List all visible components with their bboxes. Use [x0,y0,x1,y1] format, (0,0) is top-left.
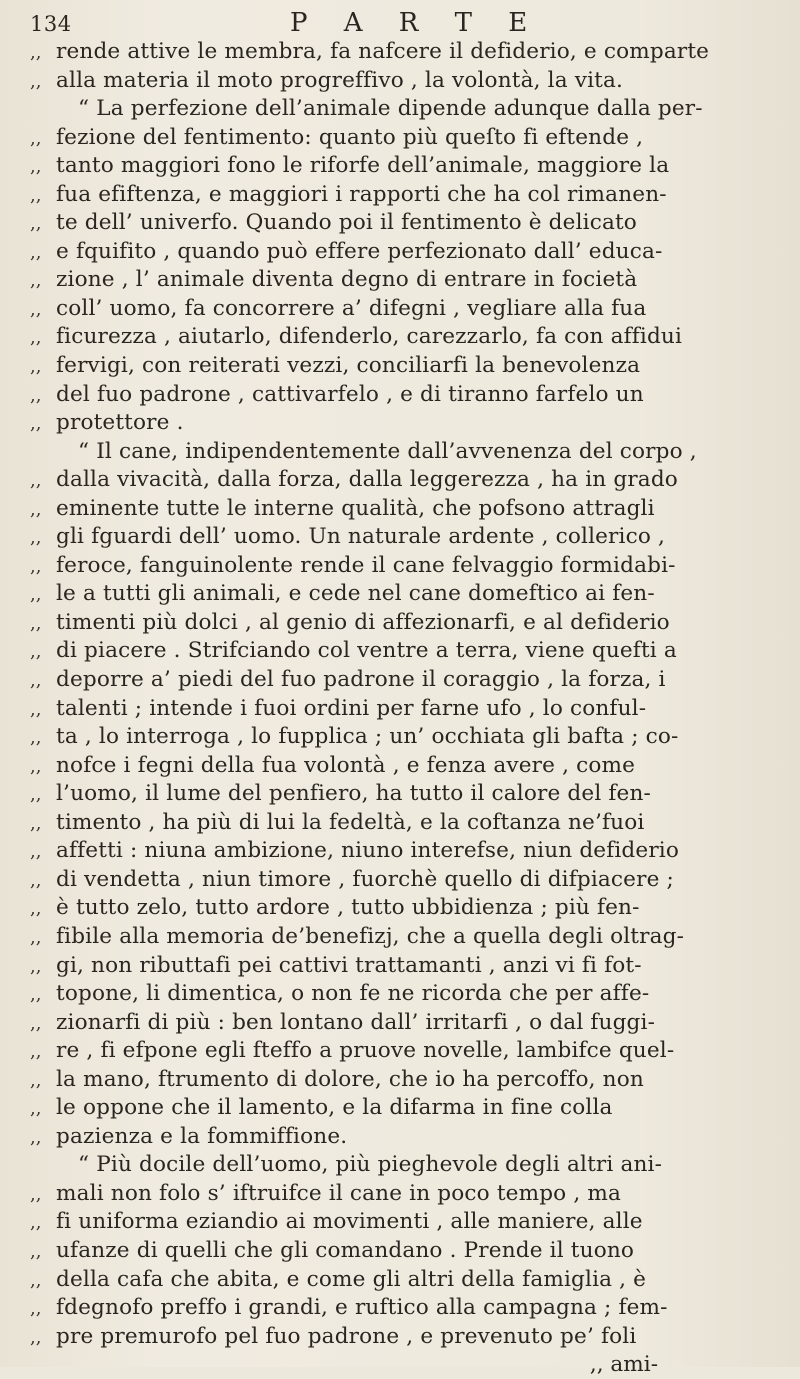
line-text: topone, li dimentica, o non fe ne ricorda che per affe- [56,981,650,1007]
line-text: eminente tutte le interne qualità, che pofsono attragli [56,495,655,521]
line-text: della cafa che abita, e come gli altri della famiglia , è [56,1266,647,1292]
line-text: ta , lo interroga , lo fupplica ; un’ occhiata gli bafta ; co- [56,724,679,750]
line-text: fervigi, con reiterati vezzi, conciliarfi la benevolenza [56,353,641,379]
line-text: tanto maggiori fono le riforfe dell’animale, maggiore la [56,153,670,179]
page-number: 134 [30,12,72,36]
quotation-marker: ,, [30,298,42,320]
line-text: è tutto zelo, tutto ardore , tutto ubbidienza ; più fen- [56,895,640,921]
text-line [30,295,778,324]
quotation-marker: ,, [30,498,42,520]
text-line [30,637,778,666]
quotation-marker: ,, [30,241,42,263]
line-text: la mano, ftrumento di dolore, che io ha percoffo, non [56,1066,644,1092]
line-text: coll’ uomo, fa concorrere a’ difegni , vegliare alla fua [56,295,647,321]
line-text: di piacere . Strifciando col ventre a terra, viene quefti a [56,638,677,664]
text-line [30,409,778,438]
text-line [30,209,778,238]
quotation-marker: ,, [30,1012,42,1034]
line-text: gli fguardi dell’ uomo. Un naturale ardente , collerico , [56,524,666,550]
text-line [30,666,778,695]
text-line [30,1266,778,1295]
text-line [30,695,778,724]
quotation-marker: ,, [30,356,42,378]
text-line [30,124,778,153]
text-line [30,38,778,67]
line-text: feroce, fanguinolente rende il cane felvaggio formidabi- [56,552,676,578]
line-text: fibile alla memoria de’benefizj, che a quella degli oltrag- [56,923,685,949]
text-line [30,152,778,181]
line-text: deporre a’ piedi del fuo padrone il coraggio , la forza, i [56,667,666,693]
text-line [30,1323,778,1352]
text-line [30,1094,778,1123]
text-line [30,266,778,295]
text-line [30,181,778,210]
quotation-marker: ,, [30,727,42,749]
line-text: ficurezza , aiutarlo, difenderlo, carezzarlo, fa con affidui [56,324,683,350]
text-line [30,523,778,552]
quotation-marker: ,, [30,1183,42,1205]
quotation-marker: ,, [30,1240,42,1262]
text-line [30,809,778,838]
body-text [30,38,778,1351]
text-line [30,923,778,952]
quotation-marker: ,, [30,1098,42,1120]
quotation-marker: ,, [30,755,42,777]
quotation-marker: ,, [30,1298,42,1320]
quotation-marker: ,, [30,470,42,492]
running-head: P A R T E [290,8,542,38]
line-text: fi uniforma eziandio ai movimenti , alle maniere, alle [56,1209,643,1235]
quotation-marker: ,, [30,955,42,977]
line-text: rende attive le membra, fa nafcere il defiderio, e comparte [56,39,710,64]
quotation-marker: ,, [30,984,42,1006]
quotation-marker: ,, [30,1326,42,1348]
text-line [30,381,778,410]
text-line [30,894,778,923]
text-line [30,1294,778,1323]
text-line [30,609,778,638]
text-line [30,323,778,352]
line-text: pazienza e la fommiffione. [56,1123,348,1149]
line-text: dalla vivacità, dalla forza, dalla leggerezza , ha in grado [56,467,678,493]
text-line [30,1180,778,1209]
line-text: nofce i fegni della fua volontà , e fenza avere , come [56,752,636,778]
line-text: di vendetta , niun timore , fuorchè quello di difpiacere ; [56,866,674,892]
text-line [30,1123,778,1152]
quotation-marker: ,, [30,784,42,806]
quotation-marker: ,, [30,612,42,634]
text-line [30,67,778,96]
quotation-marker: ,, [30,270,42,292]
quotation-marker: ,, [30,898,42,920]
text-line [30,1009,778,1038]
text-line [30,438,778,467]
quotation-marker: ,, [30,812,42,834]
quotation-marker: ,, [30,213,42,235]
text-line [30,352,778,381]
catchword-row [30,1351,778,1379]
quotation-marker: ,, [30,555,42,577]
quotation-marker: ,, [30,156,42,178]
text-line [30,238,778,267]
text-line [30,495,778,524]
line-text: te dell’ univerfo. Quando poi il fentimento è delicato [56,210,637,236]
text-line [30,752,778,781]
catchword: ,, ami- [589,1352,658,1378]
line-text: affetti : niuna ambizione, niuno interefse, niun defiderio [56,838,680,864]
text-line [30,466,778,495]
line-text: e fquifito , quando può effere perfezionato dall’ educa- [56,238,663,264]
quotation-marker: ,, [30,527,42,549]
line-text: gi, non ributtafi pei cattivi trattamanti , anzi vi fi fot- [56,952,642,978]
text-line [30,1208,778,1237]
line-text: l’uomo, il lume del penfiero, ha tutto il calore del fen- [56,781,651,807]
text-line [30,866,778,895]
quotation-marker: ,, [30,70,42,92]
line-text: del fuo padrone , cattivarfelo , e di tiranno farfelo un [56,381,644,407]
line-text: “ Il cane, indipendentemente dall’avvenenza del corpo , [78,438,697,464]
line-text: mali non folo s’ iftruifce il cane in poco tempo , ma [56,1180,622,1206]
quotation-marker: ,, [30,1069,42,1091]
line-text: fdegnofo preffo i grandi, e ruftico alla campagna ; fem- [56,1295,668,1321]
text-line [30,780,778,809]
line-text: protettore . [56,410,184,436]
line-text: fezione del fentimento: quanto più queſto fi eftende , [56,124,644,150]
quotation-marker: ,, [30,670,42,692]
text-line [30,723,778,752]
line-text: “ Più docile dell’uomo, più pieghevole degli altri ani- [78,1152,663,1178]
quotation-marker: ,, [30,1212,42,1234]
text-line [30,1151,778,1180]
text-line [30,95,778,124]
text-line [30,1237,778,1266]
quotation-marker: ,, [30,584,42,606]
line-text: zione , l’ animale diventa degno di entrare in focietà [56,267,638,293]
line-text: re , fi efpone egli fteffo a pruove novelle, lambifce quel- [56,1038,675,1064]
text-line [30,552,778,581]
line-text: timenti più dolci , al genio di affezionarfi, e al defiderio [56,609,670,635]
quotation-marker: ,, [30,413,42,435]
text-line [30,1037,778,1066]
line-text: “ La perfezione dell’animale dipende adunque dalla per- [78,96,703,122]
line-text: zionarfi di più : ben lontano dall’ irritarfi , o dal fuggi- [56,1009,656,1035]
text-line [30,980,778,1009]
quotation-marker: ,, [30,926,42,948]
text-line [30,580,778,609]
page-header [30,8,778,36]
quotation-marker: ,, [30,1269,42,1291]
text-line [30,837,778,866]
quotation-marker: ,, [30,841,42,863]
quotation-marker: ,, [30,641,42,663]
quotation-marker: ,, [30,1041,42,1063]
line-text: fua efiftenza, e maggiori i rapporti che ha col rimanen- [56,181,667,207]
text-line [30,952,778,981]
quotation-marker: ,, [30,42,42,63]
line-text: le a tutti gli animali, e cede nel cane domeftico ai fen- [56,581,655,607]
line-text: timento , ha più di lui la fedeltà, e la coftanza ne’fuoi [56,809,645,835]
quotation-marker: ,, [30,869,42,891]
quotation-marker: ,, [30,127,42,149]
quotation-marker: ,, [30,698,42,720]
line-text: talenti ; intende i fuoi ordini per farne ufo , lo conful- [56,695,647,721]
quotation-marker: ,, [30,384,42,406]
line-text: ufanze di quelli che gli comandano . Prende il tuono [56,1237,635,1263]
line-text: pre premurofo pel fuo padrone , e prevenuto pe’ foli [56,1323,637,1349]
text-line [30,1066,778,1095]
line-text: alla materia il moto progreffivo , la volontà, la vita. [56,67,623,93]
quotation-marker: ,, [30,184,42,206]
quotation-marker: ,, [30,1126,42,1148]
line-text: le oppone che il lamento, e la difarma in fine colla [56,1095,613,1121]
quotation-marker: ,, [30,327,42,349]
